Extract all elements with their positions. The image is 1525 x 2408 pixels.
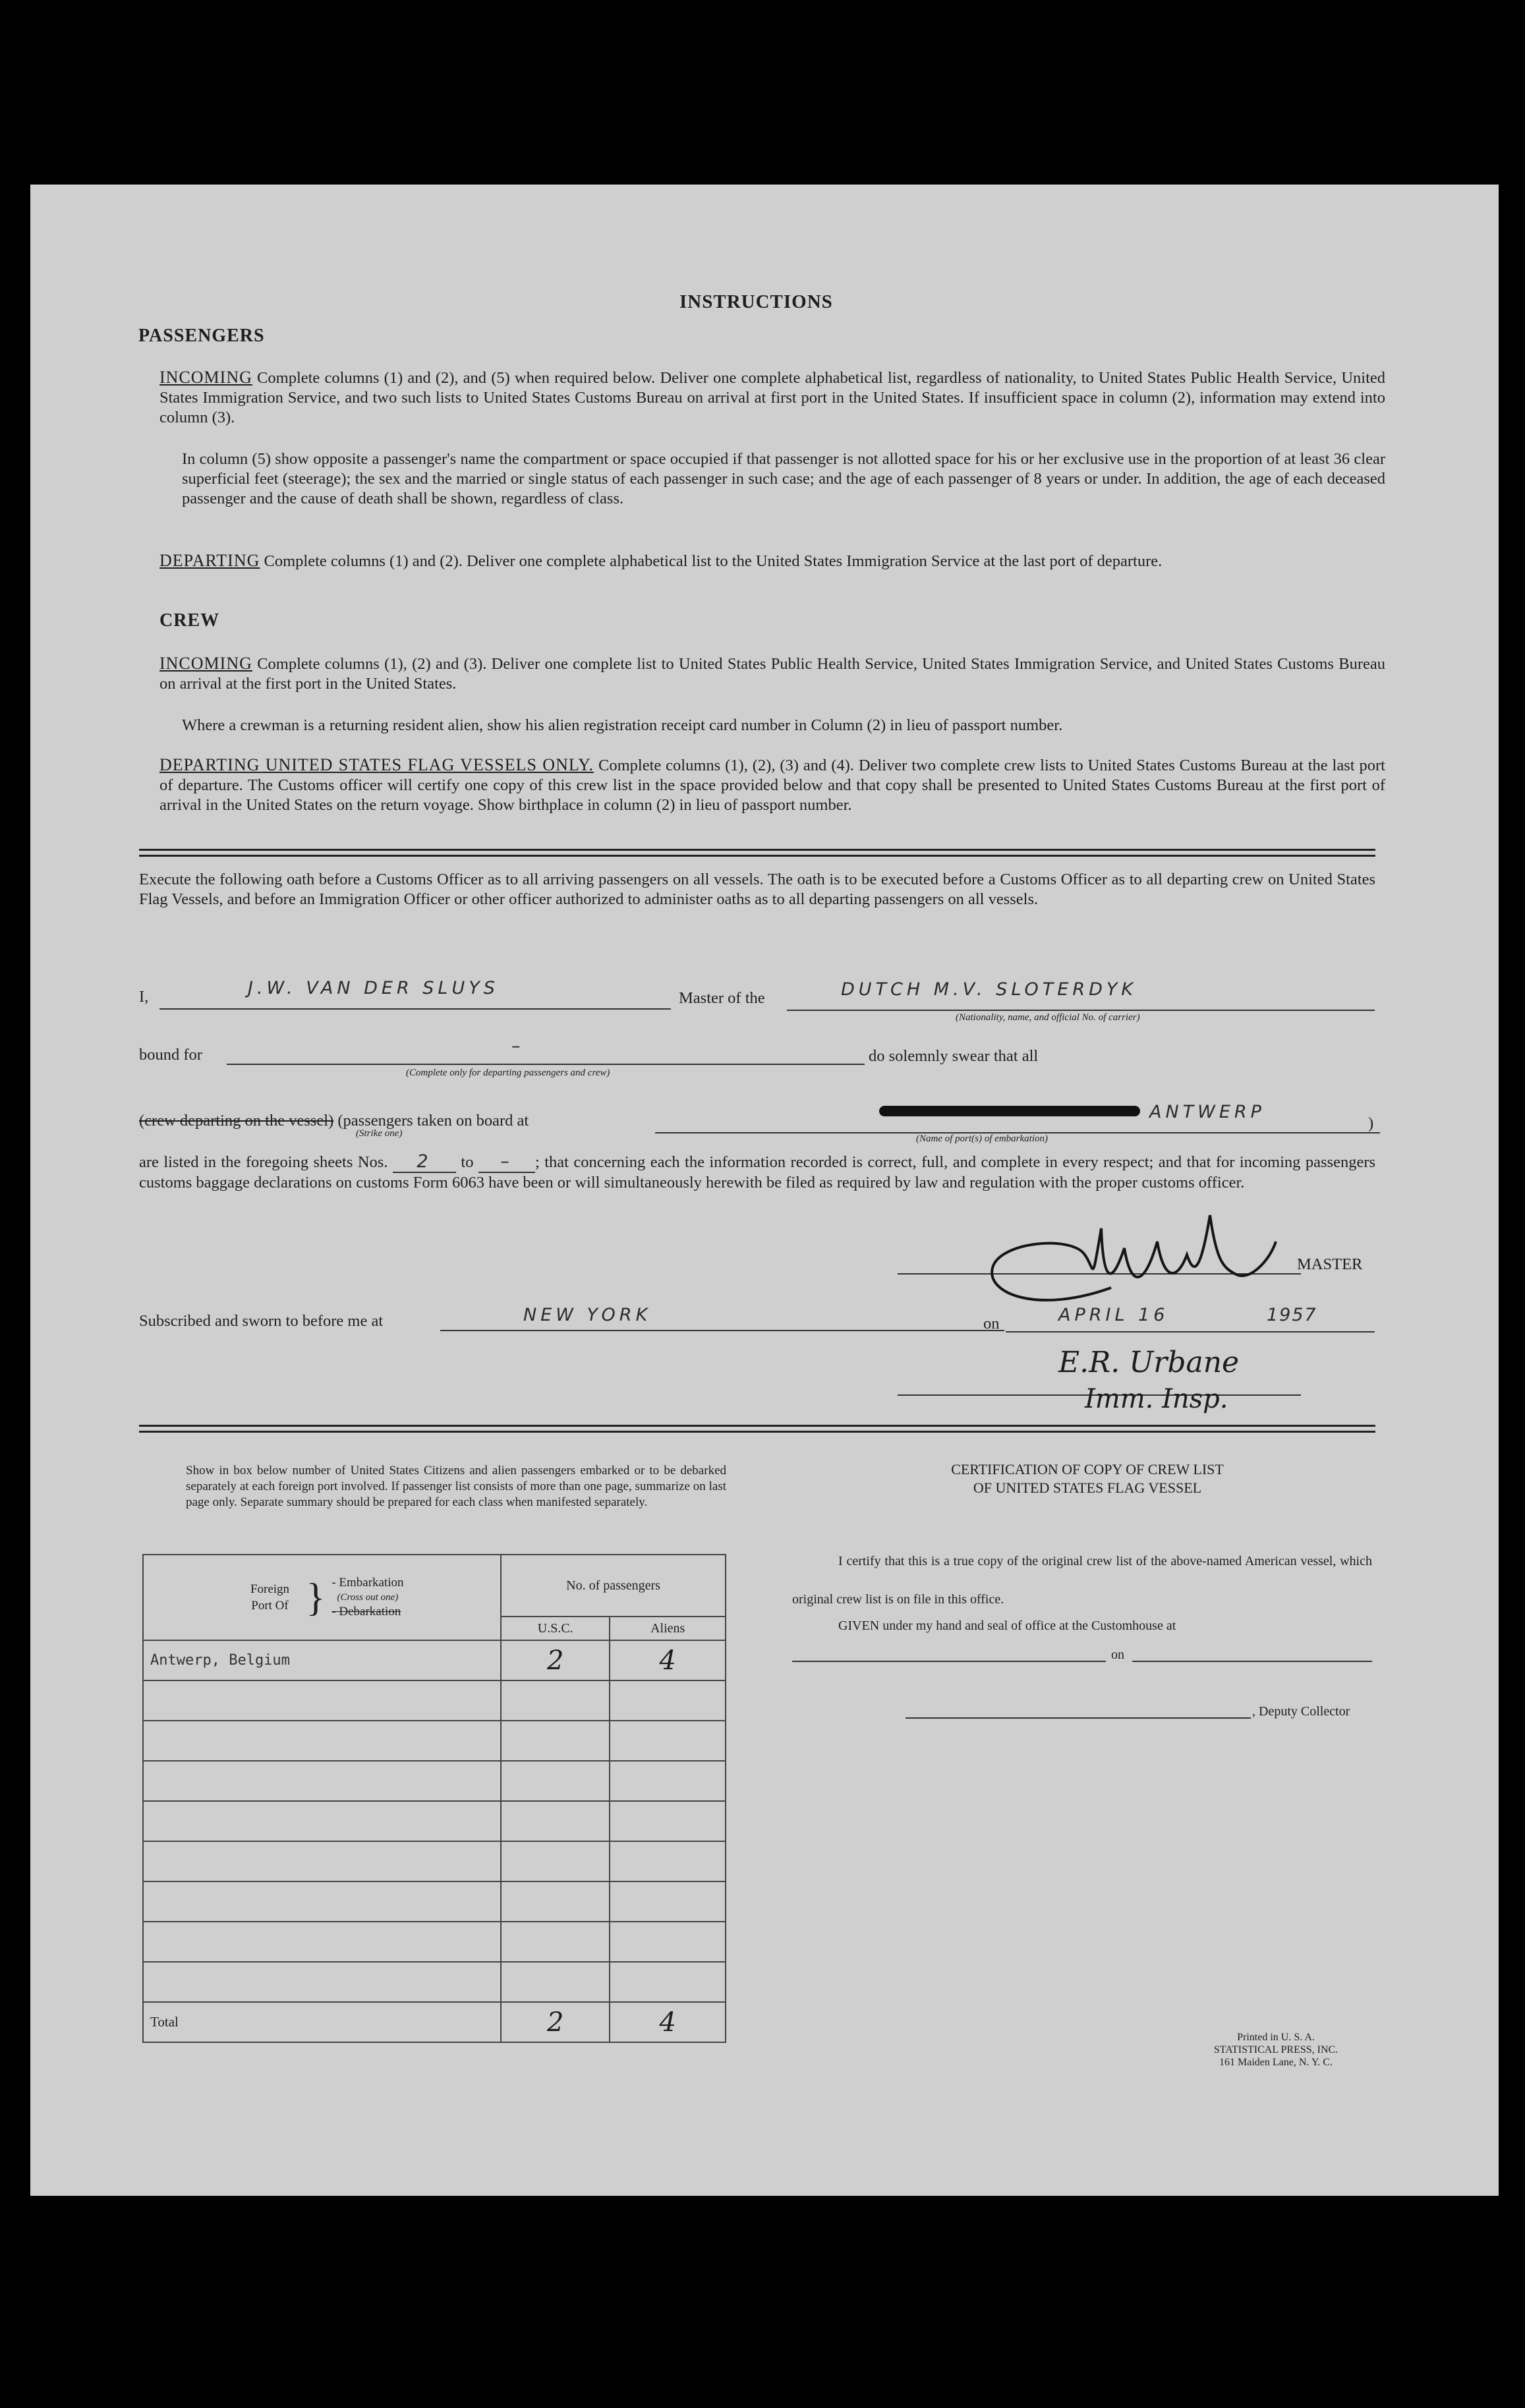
col-no-passengers: No. of passengers [501, 1555, 726, 1617]
bound-for-value: – [511, 1036, 525, 1056]
table-row [143, 1721, 726, 1761]
sheet-to: – [478, 1152, 535, 1173]
bound-for-label: bound for [139, 1046, 202, 1064]
printer-line3: 161 Maiden Lane, N. Y. C. [1219, 2057, 1333, 2068]
officer-signature: E.R. Urbane [1058, 1346, 1240, 1379]
passengers-incoming [159, 368, 1385, 428]
taken-on-board-label: (passengers taken on board at [337, 1112, 529, 1130]
printer-line1: Printed in U. S. A. [1237, 2032, 1315, 2043]
crew-incoming-lead: INCOMING [159, 654, 252, 673]
master-name-line [159, 999, 671, 1010]
passengers-departing [159, 551, 1385, 571]
crew-incoming [159, 654, 1385, 694]
row-port: Antwerp, Belgium [143, 1640, 501, 1680]
table-header-port [143, 1555, 501, 1640]
master-label: MASTER [1297, 1255, 1363, 1273]
printer-line2: STATISTICAL PRESS, INC. [1213, 2044, 1338, 2055]
table-row [143, 1922, 726, 1962]
flag-vessels-text: Complete columns (1), (2), (3) and (4). Deliver two complete crew lists to United States Customs Bureau at the last port of departure. The Customs officer will certify one copy of this crew list in the space provided below and that copy shall be presented to United States Customs Bureau at the first port of arrival in the United States on the return voyage. Show birthplace in column (2) in lieu of passport number. [159, 757, 1385, 814]
column5-paragraph: In column (5) show opposite a passenger's name the compartment or space occupied if that passenger is not allotted space for his or her exclusive use in the proportion of at least 36 clear superficial feet (steerage); the sex and the married or single status of each passenger in such case; and the age of each passenger of 8 years or under. In addition, the age of each deceased passenger and the cause of death shall be shown, regardless of class. [182, 450, 1385, 507]
cert-title-line2: OF UNITED STATES FLAG VESSEL [973, 1479, 1202, 1496]
port-handwritten: ANTWERP [1149, 1102, 1265, 1122]
col-embarkation: - Embarkation [331, 1576, 404, 1590]
box-instructions: Show in box below number of United States Citizens and alien passengers embarked or to be debarked separately at each foreign port involved. If passenger list consists of more than one page, summarize on last page only. Separate summary should be prepared for each class when manifested separately. [186, 1464, 726, 1509]
cert-title-line1: CERTIFICATION OF COPY OF CREW LIST [951, 1461, 1224, 1477]
vessel-caption: (Nationality, name, and official No. of carrier) [956, 1012, 1140, 1023]
deputy-collector-label: , Deputy Collector [1252, 1704, 1350, 1719]
cert-on-label: on [1111, 1648, 1124, 1662]
col-debarkation: - Debarkation [331, 1605, 401, 1619]
port-caption: (Name of port(s) of embarkation) [916, 1133, 1048, 1144]
deputy-signature-line [906, 1708, 1251, 1719]
sheets-paragraph [139, 1152, 1375, 1193]
row-usc: 2 [501, 1640, 610, 1680]
master-signature-scribble [960, 1202, 1315, 1321]
sworn-place-handwritten: NEW YORK [523, 1305, 652, 1325]
table-row [143, 1841, 726, 1881]
subscribed-label: Subscribed and sworn to before me at [139, 1312, 384, 1330]
bound-for-line [227, 1054, 865, 1065]
swear-text: do solemnly swear that all [869, 1047, 1039, 1065]
table-row [143, 1761, 726, 1801]
master-name-handwritten: J.W. VAN DER SLUYS [248, 978, 499, 998]
col-cross-out: (Cross out one) [337, 1592, 399, 1603]
flag-vessels-lead: DEPARTING UNITED STATES FLAG VESSELS ONLY. [159, 755, 594, 774]
crew-passengers-line [139, 1111, 529, 1131]
printer-imprint [1177, 2031, 1375, 2069]
close-paren: ) [1368, 1114, 1374, 1132]
resident-alien-paragraph: Where a crewman is a returning resident alien, show his alien registration receipt card number in Column (2) in lieu of passport number. [182, 716, 1063, 734]
col-usc: U.S.C. [501, 1617, 610, 1640]
redaction-mark [879, 1106, 1140, 1116]
table-row [143, 1680, 726, 1721]
col-aliens: Aliens [610, 1617, 726, 1640]
total-label: Total [143, 2002, 501, 2042]
cert-title [857, 1460, 1318, 1497]
row-aliens: 4 [610, 1640, 726, 1680]
officer-title: Imm. Insp. [1085, 1384, 1228, 1414]
departing-text: Complete columns (1) and (2). Deliver one complete alphabetical list to the United States Immigration Service at the last port of departure. [264, 552, 1163, 570]
to-label: to [461, 1153, 474, 1171]
incoming-lead: INCOMING [159, 368, 252, 387]
port-passenger-table [142, 1554, 726, 2043]
sworn-date-handwritten: APRIL 16 [1058, 1305, 1169, 1325]
total-usc: 2 [501, 2002, 610, 2042]
cert-given: GIVEN under my hand and seal of office at the Customhouse at [838, 1619, 1176, 1633]
table-row [143, 1881, 726, 1922]
passengers-heading: PASSENGERS [138, 326, 265, 346]
crew-flag-vessels [159, 755, 1385, 815]
crew-incoming-text: Complete columns (1), (2) and (3). Deliver one complete list to United States Public Health Service, United States Immigration Service, and United States Customs Bureau on arrival at the first port in the United States. [159, 655, 1385, 693]
cert-text: I certify that this is a true copy of the original crew list of the above-named American vessel, which original crew list is on file in this office. [792, 1554, 1372, 1607]
departing-lead: DEPARTING [159, 551, 260, 570]
instructions-title: INSTRUCTIONS [679, 291, 833, 312]
sworn-on-label: on [983, 1315, 1000, 1333]
cert-place-line [792, 1651, 1106, 1662]
sheets-label: are listed in the foregoing sheets Nos. [139, 1153, 388, 1171]
master-signature [1045, 1239, 1089, 1255]
oath-intro: Execute the following oath before a Customs Officer as to all arriving passengers on all vessels. The oath is to be executed before a Customs Officer as to all departing crew on United States Flag Vessels, and before an Immigration Officer or other officer authorized to administer oaths as to all departing passengers on all vessels. [139, 871, 1375, 908]
table-row [143, 1962, 726, 2002]
vessel-line [787, 1000, 1375, 1011]
sworn-year: 1957 [1267, 1305, 1317, 1325]
table-total-row [143, 2002, 726, 2042]
strike-caption: (Strike one) [356, 1128, 403, 1139]
master-of-label: Master of the [679, 989, 765, 1007]
table-row [143, 1640, 726, 1680]
bound-for-caption: (Complete only for departing passengers and crew) [406, 1068, 610, 1078]
cert-date-line [1132, 1651, 1372, 1662]
section-divider-2 [139, 1425, 1375, 1433]
brace: } [306, 1576, 326, 1619]
crew-departing-struck: (crew departing on the vessel) [139, 1112, 334, 1130]
section-divider [139, 849, 1375, 857]
crew-heading: CREW [159, 610, 220, 631]
col-foreign-port: Foreign Port Of [250, 1582, 290, 1613]
incoming-text: Complete columns (1) and (2), and (5) when required below. Deliver one complete alphabetical list, regardless of nationality, to United States Public Health Service, United States Immigration Service, and two such lists to United States Customs Bureau on arrival at first port in the United States. If insufficient space in column (2), information may extend into column (3). [159, 369, 1386, 426]
document-page [30, 185, 1499, 2196]
total-aliens: 4 [610, 2002, 726, 2042]
vessel-handwritten: DUTCH M.V. SLOTERDYK [841, 979, 1137, 1000]
oath-i-label: I, [139, 988, 149, 1006]
port-line [655, 1123, 1380, 1133]
sheets-text: ; that concerning each the information recorded is correct, full, and complete in every respect; and that for incoming passengers customs baggage declarations on customs Form 6063 have been or will simultaneously herewith be filed as required by law and regulation with the proper customs officer. [139, 1153, 1376, 1191]
table-row [143, 1801, 726, 1841]
sheet-from: 2 [393, 1152, 456, 1173]
